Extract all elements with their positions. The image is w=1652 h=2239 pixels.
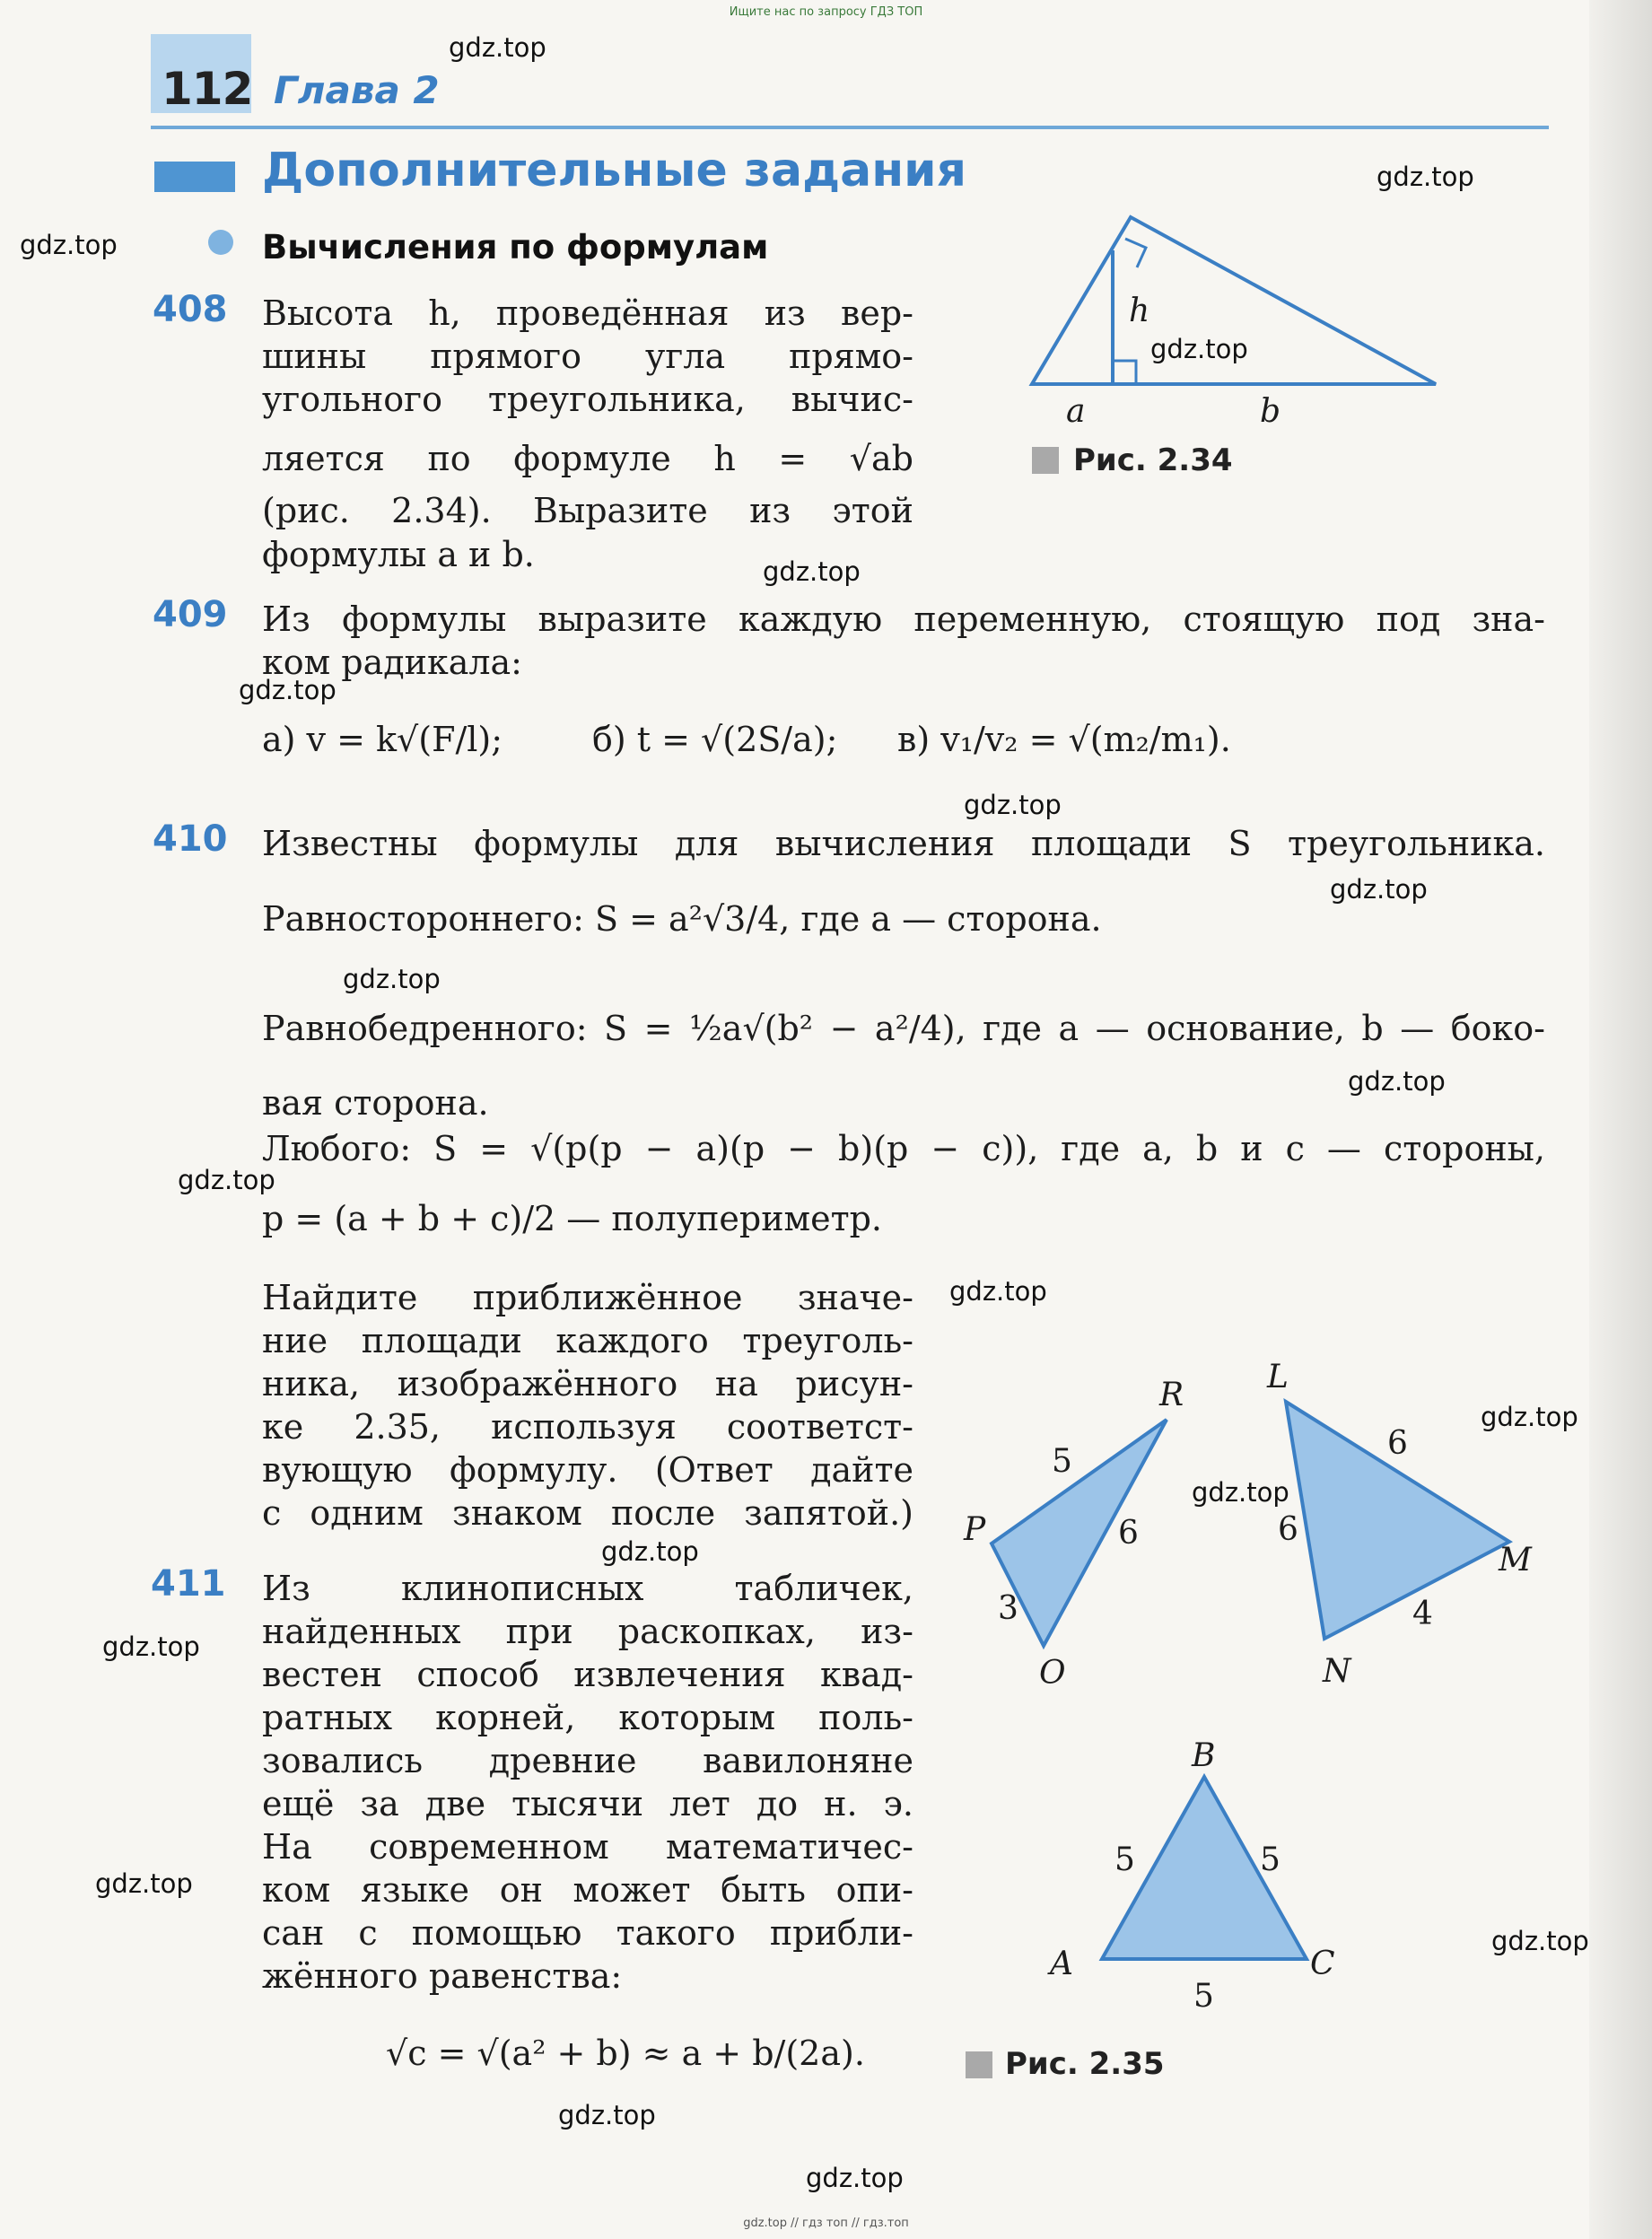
watermark: gdz.top	[1150, 334, 1248, 364]
watermark: gdz.top	[949, 1276, 1047, 1307]
problem-408-line: формулы a и b.	[262, 535, 535, 574]
section-title: Дополнительные задания	[262, 144, 966, 197]
problem-409-line: Из формулы выразите каждую переменную, стоящую под зна-	[262, 599, 1545, 639]
side-LM: 6	[1387, 1425, 1408, 1462]
problem-411-line: вестен способ извлечения квад-	[262, 1655, 913, 1694]
problem-411-line: ком языке он может быть опи-	[262, 1870, 913, 1910]
side-PR: 5	[1052, 1443, 1072, 1480]
top-note: Ищите нас по запросу ГДЗ ТОП	[729, 5, 923, 19]
section-marker	[154, 162, 235, 192]
formula-isosceles: Равнобедренного: S = ½a√(b² − a²/4), где a — основание, b — боко-	[262, 1009, 1545, 1048]
side-AC: 5	[1193, 1978, 1214, 2015]
vertex-P: P	[964, 1511, 986, 1548]
problem-411-line: зовались древние вавилоняне	[262, 1741, 913, 1780]
problem-number-408: 408	[153, 289, 228, 330]
side-PO: 3	[998, 1590, 1018, 1627]
problem-411-line: найденных при раскопках, из-	[262, 1612, 913, 1651]
side-LN: 6	[1278, 1511, 1298, 1548]
task-line: ние площади каждого треуголь-	[262, 1321, 913, 1360]
vertex-N: N	[1323, 1653, 1351, 1690]
problem-number-410: 410	[153, 818, 228, 860]
vertex-O: O	[1039, 1655, 1066, 1692]
label-b: b	[1260, 393, 1281, 430]
watermark: gdz.top	[1377, 162, 1474, 192]
problem-409-a: а) v = k√(F/l);	[262, 720, 503, 759]
watermark: gdz.top	[343, 964, 441, 994]
problem-409-line: ком радикала:	[262, 643, 522, 682]
figure-2-35	[951, 1355, 1597, 2091]
watermark: gdz.top	[964, 790, 1062, 820]
problem-411-line: На современном математичес-	[262, 1827, 913, 1867]
label-a: a	[1066, 393, 1086, 430]
babylonian-formula: √c = √(a² + b) ≈ a + b/(2a).	[386, 2033, 865, 2073]
watermark: gdz.top	[763, 556, 861, 587]
task-line: ника, изображённого на рисун-	[262, 1364, 913, 1404]
caption-square	[966, 2051, 992, 2078]
side-AB: 5	[1114, 1841, 1135, 1878]
problem-411-line: сан с помощью такого прибли-	[262, 1913, 913, 1953]
task-line: с одним знаком после запятой.)	[262, 1493, 913, 1533]
problem-411-line: ратных корней, которым поль-	[262, 1698, 913, 1737]
vertex-B: B	[1192, 1737, 1216, 1774]
side-BC: 5	[1260, 1841, 1281, 1878]
watermark: gdz.top	[449, 32, 546, 63]
problem-411-line: ещё за две тысячи лет до н. э.	[262, 1784, 913, 1824]
problem-number-411: 411	[151, 1563, 226, 1605]
problem-411-line: жённого равенства:	[262, 1956, 623, 1996]
formula-semiperimeter: p = (a + b + c)/2 — полупериметр.	[262, 1199, 883, 1238]
problem-411-line: Из клинописных табличек,	[262, 1569, 913, 1608]
subsection-title: Вычисления по формулам	[262, 228, 769, 267]
watermark: gdz.top	[601, 1536, 699, 1567]
formula-equilateral: Равностороннего: S = a²√3/4, где a — сторона.	[262, 899, 1102, 939]
problem-409-c: в) v₁/v₂ = √(m₂/m₁).	[897, 720, 1231, 759]
watermark: gdz.top	[95, 1868, 193, 1899]
figure-2-34	[1023, 206, 1454, 431]
task-line: Найдите приближённое значе-	[262, 1278, 913, 1317]
bottom-note: gdz.top // гдз топ // гдз.топ	[743, 2217, 909, 2230]
watermark: gdz.top	[558, 2100, 656, 2130]
figure-2-34-caption: Рис. 2.34	[1073, 442, 1233, 478]
watermark: gdz.top	[239, 675, 337, 705]
watermark: gdz.top	[1481, 1402, 1578, 1432]
chapter-title: Глава 2	[274, 68, 440, 112]
problem-408-line: Высота h, проведённая из вер-	[262, 293, 913, 333]
right-angle-mark-top	[1125, 239, 1146, 267]
problem-410-line: Известны формулы для вычисления площади S треугольника.	[262, 824, 1545, 863]
watermark: gdz.top	[20, 230, 118, 260]
problem-408-line: шины прямого угла прямо-	[262, 337, 913, 376]
task-line: вующую формулу. (Ответ дайте	[262, 1450, 913, 1490]
vertex-C: C	[1310, 1946, 1335, 1982]
right-angle-mark	[1113, 361, 1136, 384]
label-h: h	[1129, 293, 1150, 329]
side-RO: 6	[1118, 1515, 1139, 1552]
vertex-M: M	[1499, 1542, 1532, 1579]
header-rule	[151, 126, 1549, 129]
watermark: gdz.top	[178, 1165, 275, 1195]
vertex-A: A	[1050, 1946, 1073, 1982]
watermark: gdz.top	[102, 1631, 200, 1662]
task-line: ке 2.35, используя соответст-	[262, 1407, 913, 1447]
problem-number-409: 409	[153, 594, 228, 635]
vertex-L: L	[1267, 1359, 1289, 1395]
vertex-R: R	[1159, 1377, 1184, 1413]
page-number: 112	[162, 63, 253, 115]
watermark: gdz.top	[1348, 1066, 1446, 1097]
problem-408-line: угольного треугольника, вычис-	[262, 380, 913, 419]
page-edge-shadow	[1589, 0, 1652, 2239]
watermark: gdz.top	[806, 2163, 904, 2193]
caption-square	[1032, 447, 1059, 474]
watermark: gdz.top	[1192, 1477, 1289, 1508]
formula-isosceles-cont: вая сторона.	[262, 1083, 489, 1123]
problem-409-b: б) t = √(2S/a);	[592, 720, 838, 759]
watermark: gdz.top	[1330, 874, 1428, 905]
formula-heron: Любого: S = √(p(p − a)(p − b)(p − c)), где a, b и c — стороны,	[262, 1129, 1545, 1168]
problem-408-line: (рис. 2.34). Выразите из этой	[262, 491, 913, 530]
side-MN: 4	[1412, 1596, 1433, 1632]
watermark: gdz.top	[1491, 1926, 1589, 1956]
subsection-bullet	[208, 230, 233, 255]
figure-2-35-caption: Рис. 2.35	[1005, 2046, 1165, 2082]
problem-408-line: ляется по формуле h = √ab	[262, 439, 913, 478]
